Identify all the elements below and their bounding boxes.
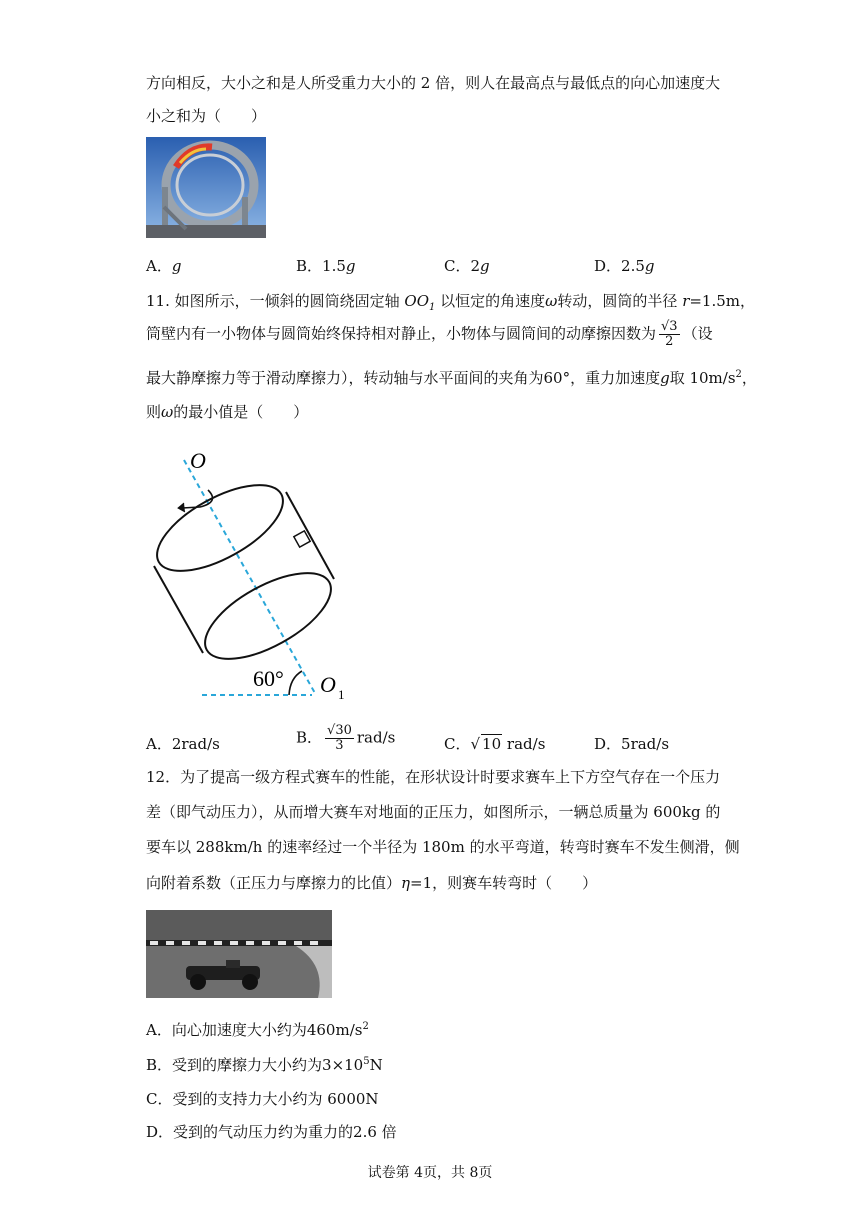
q12-text-line3: 要车以 288km/h 的速率经过一个半径为 180m 的水平弯道，转弯时赛车不发生侧滑，侧: [146, 838, 740, 856]
q12-text-line4: 向附着系数（正压力与摩擦力的比值）η=1，则赛车转弯时（ ）: [146, 874, 598, 892]
q11-option-d: D．5rad/s: [594, 735, 670, 753]
q12-text-line2: 差（即气动压力），从而增大赛车对地面的正压力，如图所示，一辆总质量为 600kg 的: [146, 803, 721, 821]
q10-text-line2: 小之和为（ ）: [146, 107, 267, 125]
q10-option-a: A．g: [146, 257, 182, 275]
q12-option-a: A．向心加速度大小约为$460m/s^2$: [146, 1021, 369, 1039]
q12-option-b: B．受到的摩擦力大小约为$3\times 10^5N$: [146, 1056, 383, 1074]
q11-option-a: A．2rad/s: [146, 735, 220, 753]
page-footer: 试卷第 4页，共 8页: [367, 1165, 493, 1181]
q11-option-c: C．√ 10 rad/s: [444, 735, 546, 753]
q10-option-c: C．2g: [444, 257, 490, 275]
label-o: O: [190, 448, 206, 473]
q12-option-d: D．受到的气动压力约为重力的2.6 倍: [146, 1123, 397, 1141]
q11-text-line1: 11. 如图所示，一倾斜的圆筒绕固定轴 $OO_1$ 以恒定的角速度ω转动，圆筒的半径 r=1.5m，: [146, 292, 756, 313]
q10-option-d: D．2.5g: [594, 257, 655, 275]
q11-text-line3: 最大静摩擦力等于滑动摩擦力），转动轴与水平面间的夹角为60°，重力加速度g取 $10m/s^2$，: [146, 369, 757, 387]
q11-text-line4: 则ω的最小值是（ ）: [146, 403, 309, 421]
q11-option-b: B． $\frac{√30}{3}$ rad/s: [296, 723, 396, 753]
q10-text-line1: 方向相反，大小之和是人所受重力大小的 2 倍，则人在最高点与最低点的向心加速度大: [146, 74, 721, 92]
label-o1-sub: 1: [338, 687, 345, 702]
q12-option-c: C．受到的支持力大小约为 6000N: [146, 1090, 379, 1108]
roller-coaster-image: [146, 137, 266, 238]
friction-coefficient-fraction: $\frac{√3}{2}$: [661, 319, 678, 349]
q11-text-line2: 筒壁内有一小物体与圆筒始终保持相对静止，小物体与圆筒间的动摩擦因数为 $\frac{√3}{2}$ （设: [146, 319, 713, 349]
q10-option-b: B．1.5g: [296, 257, 356, 275]
race-car-image: [146, 910, 332, 998]
tilted-cylinder-diagram: [140, 440, 370, 710]
label-angle: 60°: [253, 666, 284, 691]
q12-text-line1: 12．为了提高一级方程式赛车的性能，在形状设计时要求赛车上下方空气存在一个压力: [146, 768, 721, 786]
label-o1: O: [320, 672, 336, 697]
